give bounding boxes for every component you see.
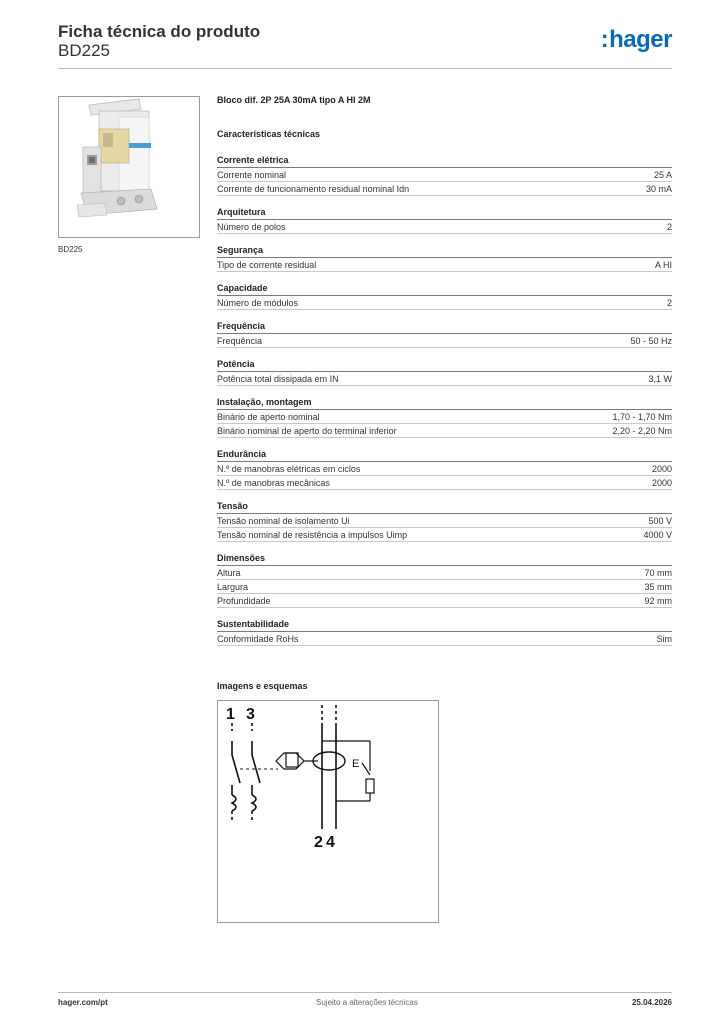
logo-text: hager [609, 26, 672, 53]
spec-group [217, 501, 672, 542]
spec-group-title: Capacidade [217, 283, 672, 296]
terminal-label-top-3: 3 [246, 706, 255, 723]
spec-label: Potência total dissipada em IN [217, 374, 339, 384]
spec-group-title: Sustentabilidade [217, 619, 672, 632]
spec-value: 2,20 - 2,20 Nm [612, 426, 672, 436]
spec-group-title: Instalação, montagem [217, 397, 672, 410]
spec-label: Binário nominal de aperto do terminal inferior [217, 426, 397, 436]
spec-label: Tipo de corrente residual [217, 260, 317, 270]
product-illustration [59, 97, 199, 237]
spec-value: 4000 V [643, 530, 672, 540]
product-image [58, 96, 200, 238]
image-caption: BD225 [58, 245, 83, 254]
spec-value: 3,1 W [648, 374, 672, 384]
spec-group [217, 155, 672, 196]
spec-label: Tensão nominal de resistência a impulsos Uimp [217, 530, 408, 540]
spec-value: 92 mm [644, 596, 672, 606]
spec-value: 70 mm [644, 568, 672, 578]
spec-group-title: Segurança [217, 245, 672, 258]
spec-group-title: Corrente elétrica [217, 155, 672, 168]
spec-label: Conformidade RoHs [217, 634, 299, 644]
spec-value: A HI [654, 260, 672, 270]
document-title: Ficha técnica do produto [58, 22, 261, 41]
product-code: BD225 [58, 41, 110, 60]
spec-group [217, 553, 672, 608]
spec-row [217, 182, 672, 196]
spec-label: Número de polos [217, 222, 286, 232]
spec-row [217, 372, 672, 386]
spec-group [217, 359, 672, 386]
spec-group [217, 245, 672, 272]
spec-group [217, 283, 672, 310]
spec-group-title: Arquitetura [217, 207, 672, 220]
spec-group [217, 619, 672, 646]
spec-label: Profundidade [217, 596, 271, 606]
spec-value: 2000 [651, 464, 672, 474]
spec-row [217, 566, 672, 580]
spec-group [217, 397, 672, 438]
spec-row [217, 220, 672, 234]
header-divider [58, 68, 672, 69]
spec-row [217, 514, 672, 528]
spec-group-title: Frequência [217, 321, 672, 334]
product-description: Bloco dif. 2P 25A 30mA tipo A HI 2M [217, 95, 371, 105]
spec-group-title: Potência [217, 359, 672, 372]
spec-value: 50 - 50 Hz [630, 336, 672, 346]
spec-value: 35 mm [644, 582, 672, 592]
spec-row [217, 168, 672, 182]
spec-label: Frequência [217, 336, 263, 346]
spec-value: 2 [666, 298, 672, 308]
spec-group-title: Endurância [217, 449, 672, 462]
spec-label: Tensão nominal de isolamento Ui [217, 516, 350, 526]
schema-diagram [218, 701, 438, 922]
wiring-schema [217, 700, 439, 923]
spec-label: Binário de aperto nominal [217, 412, 320, 422]
images-title: Imagens e esquemas [217, 681, 308, 691]
spec-label: Corrente nominal [217, 170, 287, 180]
terminal-label-bottom-4: 4 [326, 834, 335, 851]
logo-mark-icon: : [600, 26, 609, 53]
spec-row [217, 424, 672, 438]
spec-row [217, 594, 672, 608]
spec-group [217, 449, 672, 490]
spec-group [217, 207, 672, 234]
spec-row [217, 296, 672, 310]
spec-row [217, 580, 672, 594]
spec-label: Largura [217, 582, 249, 592]
spec-label: N.º de manobras mecânicas [217, 478, 330, 488]
footer-website[interactable]: hager.com/pt [58, 998, 108, 1007]
terminal-label-top-1: 1 [226, 706, 235, 723]
footer-date: 25.04.2026 [631, 998, 672, 1007]
spec-value: 500 V [648, 516, 672, 526]
spec-group-title: Tensão [217, 501, 672, 514]
spec-row [217, 410, 672, 424]
spec-group-title: Dimensões [217, 553, 672, 566]
spec-value: Sim [656, 634, 672, 644]
footer-divider [58, 992, 672, 993]
spec-row [217, 334, 672, 348]
spec-value: 2 [666, 222, 672, 232]
spec-label: Número de módulos [217, 298, 299, 308]
spec-label: Corrente de funcionamento residual nominal Idn [217, 184, 410, 194]
spec-row [217, 632, 672, 646]
spec-label: Altura [217, 568, 241, 578]
specs-content [217, 95, 672, 657]
spec-value: 1,70 - 1,70 Nm [612, 412, 672, 422]
brand-logo [601, 26, 672, 54]
spec-groups [217, 155, 672, 646]
spec-row [217, 462, 672, 476]
spec-group [217, 321, 672, 348]
header-block [58, 20, 672, 70]
test-button-label: E [352, 758, 360, 770]
terminal-label-bottom-2: 2 [314, 834, 323, 851]
spec-row [217, 258, 672, 272]
spec-value: 25 A [653, 170, 672, 180]
spec-value: 2000 [651, 478, 672, 488]
spec-label: N.º de manobras elétricas em ciclos [217, 464, 361, 474]
spec-value: 30 mA [645, 184, 672, 194]
spec-row [217, 476, 672, 490]
footer-note: Sujeito a alterações técnicas [316, 998, 418, 1007]
spec-row [217, 528, 672, 542]
specs-title: Características técnicas [217, 129, 321, 139]
